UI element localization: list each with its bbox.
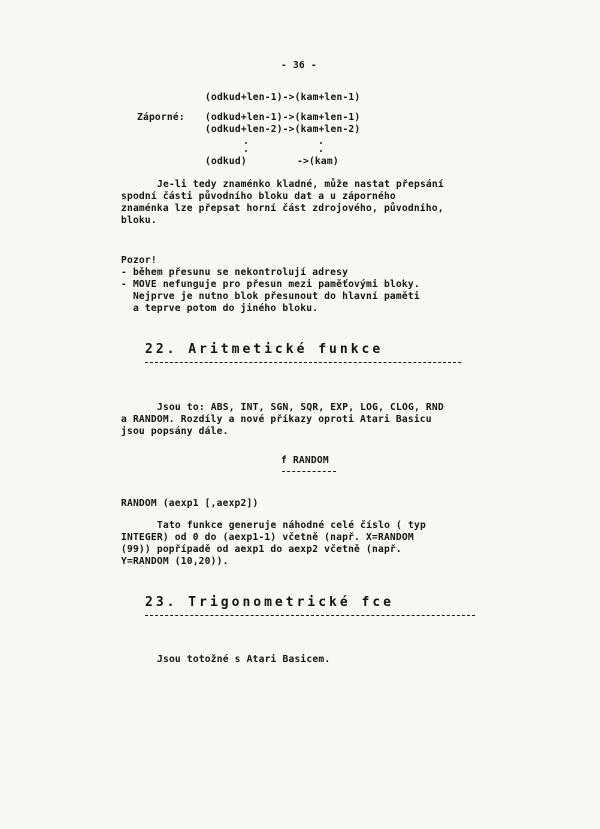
section-heading: 22. Aritmetické funkce <box>145 342 384 357</box>
paragraph-line: Jsou totožné s Atari Basicem. <box>157 654 331 665</box>
paragraph-line: Y=RANDOM (10,20)). <box>121 556 229 567</box>
ellipsis-dot <box>320 142 322 144</box>
note-item: - během přesunu se nekontrolují adresy <box>121 267 349 278</box>
note-item: Nejprve je nutno blok přesunout do hlavní paměti <box>121 291 420 302</box>
paragraph-line: INTEGER) od 0 do (aexp1-1) včetně (např. X=RANDOM <box>121 532 414 543</box>
formula-line: ->(kam) <box>297 156 339 167</box>
paragraph-line: spodní části původního bloku dat a u záporného <box>121 191 396 202</box>
paragraph-line: bloku. <box>121 215 157 226</box>
paragraph-line: jsou popsány dále. <box>121 426 229 437</box>
heading-underline <box>145 615 475 616</box>
paragraph-line: (99)) popřípadě od aexp1 do aexp2 včetně (např. <box>121 544 402 555</box>
page-number: - 36 - <box>281 60 317 71</box>
function-title-underline <box>282 471 336 472</box>
note-item: - MOVE nefunguje pro přesun mezi paměťovými bloky. <box>121 279 420 290</box>
formula-line: (odkud+len-2)->(kam+len-2) <box>205 124 361 135</box>
syntax-line: RANDOM (aexp1 [,aexp2]) <box>121 498 259 509</box>
formula-line: (odkud+len-1)->(kam+len-1) <box>205 92 361 103</box>
note-item: a teprve potom do jiného bloku. <box>121 303 319 314</box>
negative-label: Záporné: <box>137 112 185 123</box>
paragraph-line: a RANDOM. Rozdíly a nové příkazy oproti Atari Basicu <box>121 414 432 425</box>
paragraph-line: znaménka lze přepsat horní část zdrojového, původního, <box>121 203 444 214</box>
note-title: Pozor! <box>121 255 157 266</box>
paragraph-line: Jsou to: ABS, INT, SGN, SQR, EXP, LOG, CLOG, RND <box>157 402 444 413</box>
ellipsis-dot <box>245 150 247 152</box>
formula-line: (odkud+len-1)->(kam+len-1) <box>205 112 361 123</box>
section-heading: 23. Trigonometrické fce <box>145 595 395 610</box>
ellipsis-dot <box>320 150 322 152</box>
heading-underline <box>145 362 461 363</box>
formula-line: (odkud) <box>205 156 247 167</box>
paragraph-line: Tato funkce generuje náhodné celé číslo ( typ <box>157 520 426 531</box>
ellipsis-dot <box>245 142 247 144</box>
paragraph-line: Je-li tedy znaménko kladné, může nastat přepsání <box>157 179 444 190</box>
function-title: f RANDOM <box>281 455 329 466</box>
